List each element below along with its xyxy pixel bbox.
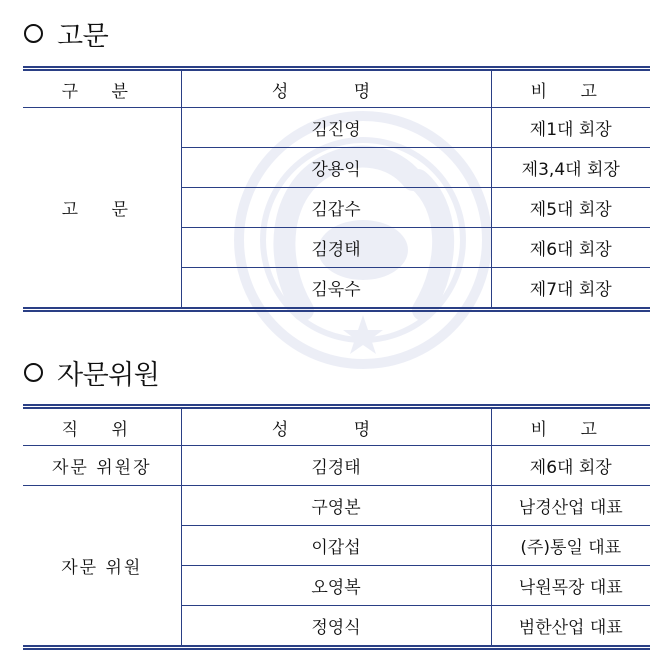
note-cell: 범한산업 대표 xyxy=(491,606,650,648)
table-header-row xyxy=(23,407,650,446)
name-cell: 김진영 xyxy=(181,108,491,148)
consultants-table xyxy=(23,404,650,650)
table-header-row xyxy=(23,69,650,108)
table-row xyxy=(23,446,650,486)
name-cell: 오영복 xyxy=(181,566,491,606)
note-cell: 낙원목장 대표 xyxy=(491,566,650,606)
header-note: 비 고 xyxy=(491,407,650,446)
group-label-cell: 자문 위원 xyxy=(23,486,181,648)
group-label-cell: 고 문 xyxy=(23,108,181,310)
note-cell: 제6대 회장 xyxy=(491,446,650,486)
header-position: 직 위 xyxy=(23,407,181,446)
header-note: 비 고 xyxy=(491,69,650,108)
header-name: 성 명 xyxy=(181,407,491,446)
circle-bullet-icon xyxy=(24,24,43,43)
circle-bullet-icon xyxy=(24,363,43,382)
note-cell: 남경산업 대표 xyxy=(491,486,650,526)
note-cell: 제5대 회장 xyxy=(491,188,650,228)
table-row xyxy=(23,108,650,148)
consultants-title-text: 자문위원 xyxy=(57,360,160,391)
advisors-section-title xyxy=(24,14,108,53)
advisors-title-text: 고문 xyxy=(57,21,109,52)
position-cell: 자문 위원장 xyxy=(23,446,181,486)
consultants-section-title xyxy=(24,353,159,392)
name-cell: 김갑수 xyxy=(181,188,491,228)
name-cell: 김경태 xyxy=(181,446,491,486)
name-cell: 강용익 xyxy=(181,148,491,188)
note-cell: 제6대 회장 xyxy=(491,228,650,268)
advisors-table xyxy=(23,66,650,312)
name-cell: 정영식 xyxy=(181,606,491,648)
name-cell: 김경태 xyxy=(181,228,491,268)
header-name: 성 명 xyxy=(181,69,491,108)
note-cell: (주)통일 대표 xyxy=(491,526,650,566)
header-category: 구 분 xyxy=(23,69,181,108)
note-cell: 제3,4대 회장 xyxy=(491,148,650,188)
note-cell: 제7대 회장 xyxy=(491,268,650,310)
name-cell: 김욱수 xyxy=(181,268,491,310)
name-cell: 구영본 xyxy=(181,486,491,526)
table-row xyxy=(23,486,650,526)
note-cell: 제1대 회장 xyxy=(491,108,650,148)
name-cell: 이갑섭 xyxy=(181,526,491,566)
